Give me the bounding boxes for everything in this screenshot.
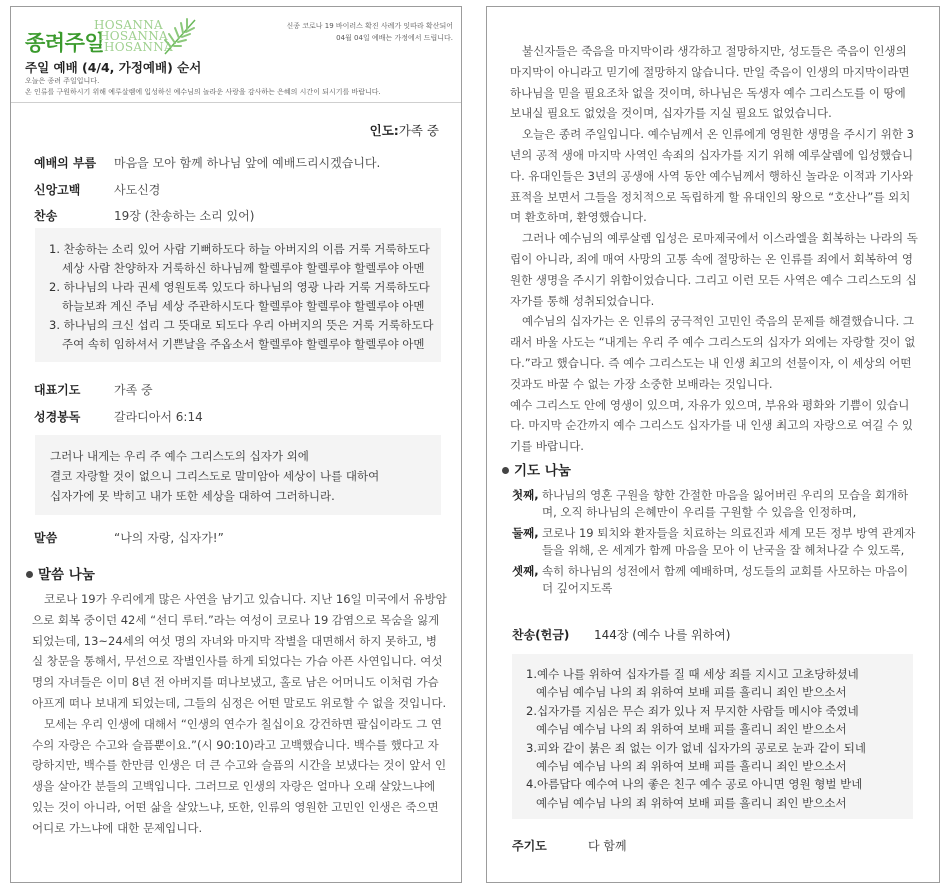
- order-sermon: 말씀 “나의 자랑, 십자가!”: [34, 531, 224, 545]
- sermon-paragraph: 그러나 예수님의 예루살렘 입성은 로마제국에서 이스라엘을 회복하는 나라의 독립이 아니라, 죄에 매여 사망의 고통 속에 절망하는 온 인류를 죄에서 회복하여 영원한 생명을 주시기 위함이었습니다. 그리고 이런 모든 사역은 예수 그리스도의 십자가를 통해 성취되었습니다.: [510, 231, 918, 308]
- order-call-to-worship: 예배의 부름 마음을 모아 함께 하나님 앞에 예배드리시겠습니다.: [34, 156, 381, 170]
- covid-notice: 신종 코로나 19 바이러스 확진 사례가 잇따라 확산되어 04월 04일 예배는 가정에서 드립니다.: [286, 22, 453, 42]
- bullet-icon: [502, 467, 509, 474]
- sermon-paragraph: 코로나 19가 우리에게 많은 사연을 남기고 있습니다. 지난 16일 미국에서 유방암으로 회복 중이던 42세 “선디 루터.”라는 여성이 코로나 19 감염으로 목숨을 잃게 되었는데, 13~24세의 여섯 명의 자녀와 마지막 작별을 대면해서 하지 못하고, 병실 창문을 통해서, 무선으로 작별인사를 하게 되었다는 가슴 아픈 사연입니다. 여섯 명의 자녀들은 이미 8년 전 아버지를 떠나보냈고, 홀로 남은 어머니도 이처럼 가슴 아프게 떠나 보내게 되었는데, 그들의 심정은 어떤 말로도 위로할 수 없을 것입니다.: [32, 592, 447, 710]
- header-description: 온 인류를 구원하시기 위해 예루살렘에 입성하신 예수님의 놀라운 사랑을 감사하는 은혜의 시간이 되시기를 바랍니다.: [25, 88, 381, 96]
- sermon-section-title: 말씀 나눔: [26, 563, 95, 583]
- sermon-text: [32, 589, 448, 839]
- hymn-verse: 1. 찬송하는 소리 있어 사람 기뻐하도다 하늘 아버지의 이름 거룩 거룩하도다 세상 사람 찬양하자 거룩하신 하나님께 할렐루야 할렐루야 할렐루야 아멘: [49, 242, 430, 275]
- hymn-verse: 4.아름답다 예수여 나의 좋은 친구 예수 공로 아니면 영원 형벌 받네 예수님 예수님 나의 죄 위하여 보배 피를 흘리니 죄인 받으소서: [526, 777, 863, 810]
- prayer-item: 첫째, 하나님의 영혼 구원을 향한 간절한 마음을 잃어버린 우리의 모습을 회개하며, 오직 하나님의 은혜만이 우리를 구원할 수 있음을 인정하며,: [512, 488, 909, 519]
- bulletin-page-right: [486, 6, 940, 883]
- scripture-box: 그러나 내게는 우리 주 예수 그리스도의 십자가 외에 결코 자랑할 것이 없으니 그리스도로 말미암아 세상이 나를 대하여 십자가에 못 박히고 내가 또한 세상을 대하여 그러하니라.: [35, 435, 441, 515]
- sermon-paragraph: 오늘은 종려 주일입니다. 예수님께서 온 인류에게 영원한 생명을 주시기 위한 3년의 공적 생애 마지막 사역인 속죄의 십자가를 지기 위해 예루살렘에 입성했습니다. 유대인들은 3년의 공생애 사역 동안 예수님께서 행하신 놀라운 이적과 기사와 표적을 보면서 그들을 정치적으로 독립하게 할 유대인의 왕으로 “호산나”를 외치며 환호하며, 환영했습니다.: [510, 127, 914, 225]
- order-offering-hymn: 찬송(헌금) 144장 (예수 나를 위하여): [512, 628, 731, 642]
- hymn-verse: 3. 하나님의 크신 섭리 그 뜻대로 되도다 우리 아버지의 뜻은 거룩 거룩하도다 주여 속히 임하셔서 기쁜날을 주옵소서 할렐루야 할렐루야 할렐루야 아멘: [49, 318, 434, 351]
- service-title: 주일 예배 (4/4, 가정예배) 순서: [25, 60, 202, 75]
- hymn-verse: 2. 하나님의 나라 권세 영원토록 있도다 하나님의 영광 나라 거룩 거룩하도다 하늘보좌 계신 주님 세상 주관하시도다 할렐루야 할렐루야 할렐루야 아멘: [49, 280, 430, 313]
- sermon-paragraph: 예수 그리스도 안에 영생이 있으며, 자유가 있으며, 부유와 평화와 기쁨이 있습니다. 마지막 순간까지 예수 그리스도 십자가를 내 인생 최고의 자랑으로 여길 수 있기를 바랍니다.: [510, 397, 914, 454]
- sermon-paragraph: 예수님의 십자가는 온 인류의 궁극적인 고민인 죽음의 문제를 해결했습니다. 그래서 바울 사도는 “내게는 우리 주 예수 그리스도의 십자가 외에는 자랑할 것이 없다.”라고 했습니다. 즉 예수 그리스도는 내 인생 최고의 선물이자, 이 세상의 어떤 것과도 바꿀 수 없는 가장 소중한 보배라는 것입니다.: [510, 314, 916, 391]
- sermon-paragraph: 불신자들은 죽음을 마지막이라 생각하고 절망하지만, 성도들은 죽음이 인생의 마지막이 아니라고 믿기에 절망하지 않습니다. 만일 죽음이 인생의 마지막이라면 하나님을 믿을 필요조차 없을 것이며, 하나님은 독생자 예수 그리스도를 이 땅에 보내실 필요도 없었을 것이며, 십자가를 지실 필요도 없었습니다.: [510, 44, 910, 121]
- hosanna-text: HOSANNA: [99, 29, 168, 43]
- sermon-text-continued: [510, 41, 920, 457]
- worship-leader: 인도:가족 중: [369, 123, 439, 138]
- prayer-item: 셋째, 속히 하나님의 성전에서 함께 예배하며, 성도들의 교회를 사모하는 마음이 더 깊어지도록: [512, 564, 909, 595]
- prayer-list: [512, 487, 922, 601]
- hymn-verse: 2.십자가를 지심은 무슨 죄가 있나 저 무지한 사람들 메시야 죽였네 예수님 예수님 나의 죄 위하여 보배 피를 흘리니 죄인 받으소서: [526, 703, 859, 737]
- hymn-lyrics-box: [35, 228, 441, 362]
- order-prayer: 대표기도 가족 중: [34, 383, 153, 397]
- bulletin-page-left: [10, 6, 462, 883]
- order-hymn: 찬송 19장 (찬송하는 소리 있어): [34, 209, 255, 223]
- bulletin-header: [11, 7, 461, 103]
- palm-leaf-icon: [161, 16, 199, 56]
- sermon-paragraph: 모세는 우리 인생에 대해서 “인생의 연수가 칠십이요 강건하면 팔십이라도 그 연수의 자랑은 수고와 슬픔뿐이요.”(시 90:10)라고 고백했습니다. 백수를 했다고 자랑하지만, 백수를 한만큼 인생은 더 큰 수고와 슬픔의 시간을 보냈다는 것이 앞서 인생을 살아간 분들의 고백입니다. 그러므로 인생의 자랑은 얼마나 오래 살았느냐에 있는 것이 아니라, 어떤 삶을 살았느냐, 또한, 인류의 영원한 고민인 인생은 죽으면 어디로 가느냐에 대한 문제입니다.: [32, 716, 447, 835]
- hosanna-text: HOSANNA: [94, 18, 163, 32]
- hosanna-text: HOSANNA: [104, 40, 173, 54]
- order-creed: 신앙고백 사도신경: [34, 183, 161, 197]
- offering-hymn-lyrics-box: [512, 654, 913, 819]
- hymn-verse: 3.피와 같이 붉은 죄 없는 이가 없네 십자가의 공로로 눈과 같이 되네 예수님 예수님 나의 죄 위하여 보배 피를 흘리니 죄인 받으소서: [526, 740, 867, 774]
- order-scripture-reading: 성경봉독 갈라디아서 6:14: [34, 410, 203, 424]
- prayer-item: 둘째, 코로나 19 퇴치와 환자들을 치료하는 의료진과 세계 모든 정부 방역 관계자들을 위해, 온 세계가 함께 마음을 모아 이 난국을 잘 헤쳐나갈 수 있도록,: [512, 526, 916, 557]
- order-lords-prayer: 주기도 다 함께: [512, 839, 627, 853]
- prayer-section-title: 기도 나눔: [502, 459, 571, 479]
- header-subtitle: 오늘은 종려 주일입니다.: [25, 77, 100, 85]
- hymn-verse: 1.예수 나를 위하여 십자가를 질 때 세상 죄를 지시고 고초당하셨네 예수님 예수님 나의 죄 위하여 보배 피를 흘리니 죄인 받으소서: [526, 667, 859, 700]
- palm-sunday-logo: 종려주일: [25, 31, 105, 55]
- bullet-icon: [26, 571, 33, 578]
